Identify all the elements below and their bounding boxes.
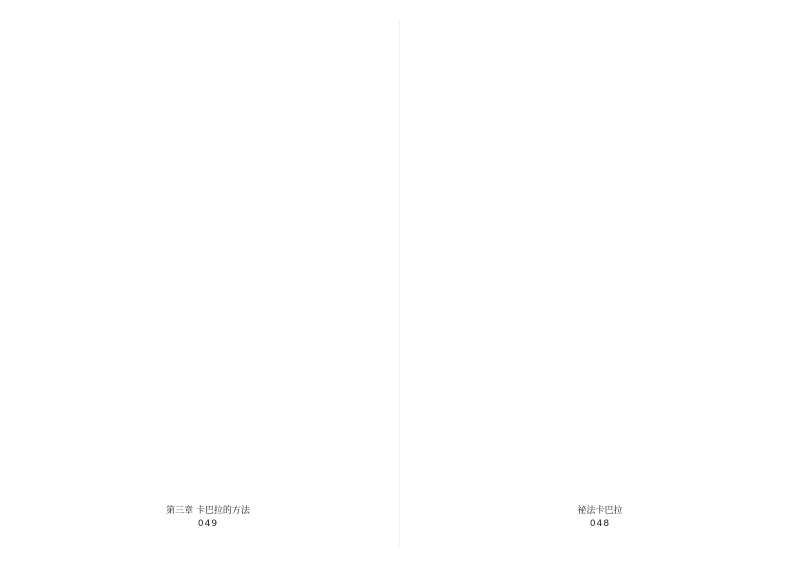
- running-footer-title: 祕法卡巴拉: [577, 506, 623, 516]
- left-page-footer: [128, 505, 288, 531]
- right-page-footer: [520, 505, 680, 531]
- left-page-body-text: [104, 42, 364, 500]
- right-page-body-text: [420, 42, 760, 500]
- page-number: 049: [197, 519, 219, 529]
- right-page: [400, 0, 799, 567]
- page-number: 048: [589, 519, 611, 529]
- running-footer-title: 第三章 卡巴拉的方法: [166, 506, 250, 516]
